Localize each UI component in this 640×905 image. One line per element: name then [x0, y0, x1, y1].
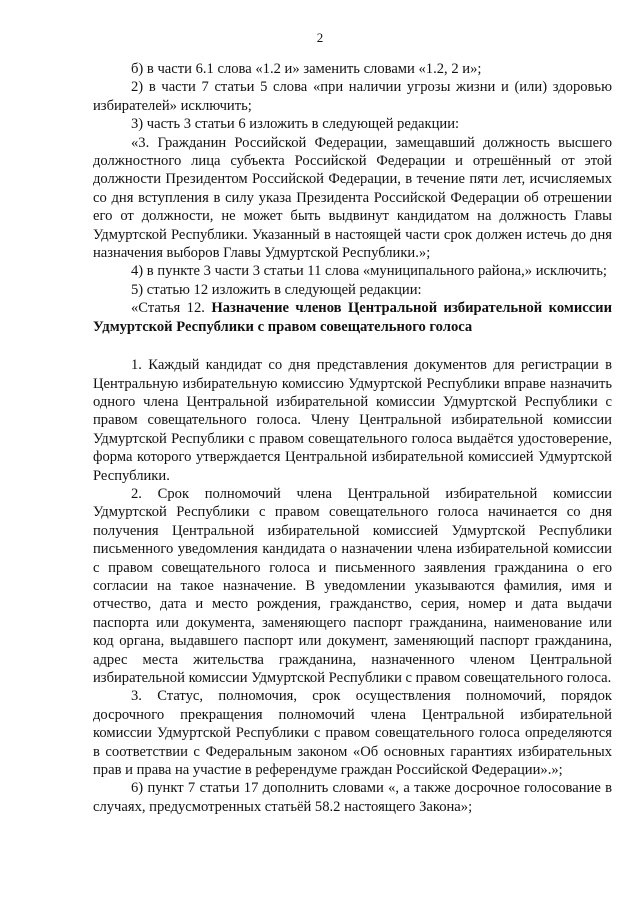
spacer	[93, 336, 612, 356]
paragraph: 2. Срок полномочий члена Центральной избирательной комиссии Удмуртской Республики с правом совещательного голоса начинается со дня получения Центральной избирательной комиссией Удмуртской Республики письменного уведомления кандидата о назначении члена избирательной комиссии с правом совещательного голоса и письменного заявления гражданина о его согласии на такое назначение. В уведомлении указываются фамилия, имя и отчество, дата и место рождения, гражданство, серия, номер и дата выдачи паспорта или документа, заменяющего паспорт гражданина, наименование или код органа, выдавшего паспорт или документ, заменяющий паспорт гражданина, адрес места жительства гражданина, назначенного членом Центральной избирательной комиссии Удмуртской Республики с правом совещательного голоса.	[93, 485, 612, 686]
paragraph: б) в части 6.1 слова «1.2 и» заменить словами «1.2, 2 и»;	[131, 61, 482, 77]
paragraph: 4) в пункте 3 части 3 статьи 11 слова «муниципального района,» исключить;	[131, 263, 607, 280]
paragraph: «3. Гражданин Российской Федерации, замещавший должность высшего должностного лица субъекта Российской Федерации и отрешённый от этой должности Президентом Российской Федерации, в течение пяти лет, исчисляемых со дня вступления в силу указа Президента Российской Федерации об отрешении его от должности, не может быть выдвинут кандидатом на должность Главы Удмуртской Республики. Указанный в настоящей части срок должен истечь до дня назначения выборов Главы Удмуртской Республики.»;	[93, 134, 612, 262]
paragraph: 3) часть 3 статьи 6 изложить в следующей редакции:	[131, 116, 460, 133]
paragraph: 6) пункт 7 статьи 17 дополнить словами «, а также досрочное голосование в случаях, предусмотренных статьёй 58.2 настоящего Закона»;	[93, 780, 612, 815]
page-number: 2	[316, 30, 324, 45]
article-heading	[93, 299, 612, 336]
paragraph: 3. Статус, полномочия, срок осуществления полномочий, порядок досрочного прекращения полномочий члена Центральной избирательной комиссии Удмуртской Республики с правом совещательного голоса определяются в соответствии с Федеральным законом «Об основных гарантиях избирательных прав и права на участие в референдуме граждан Российской Федерации».»;	[93, 688, 612, 779]
paragraph: 2) в части 7 статьи 5 слова «при наличии угрозы жизни и (или) здоровью избирателей» исключить;	[93, 79, 612, 114]
article-heading-title: Назначение членов Центральной избирательной комиссии Удмуртской Республики с правом совещательного голоса	[93, 300, 612, 335]
article-heading-prefix: «Статья 12.	[131, 300, 212, 317]
paragraph: 5) статью 12 изложить в следующей редакции:	[131, 281, 422, 298]
document-body	[93, 60, 612, 816]
paragraph: 1. Каждый кандидат со дня представления документов для регистрации в Центральную избирательную комиссию Удмуртской Республики вправе назначить одного члена Центральной избирательной комиссии Удмуртской Республики с правом совещательного голоса. Члену Центральной избирательной комиссии Удмуртской Республики с правом совещательного голоса выдаётся удостоверение, форма которого утверждается Центральной избирательной комиссией Удмуртской Республики.	[93, 357, 612, 484]
